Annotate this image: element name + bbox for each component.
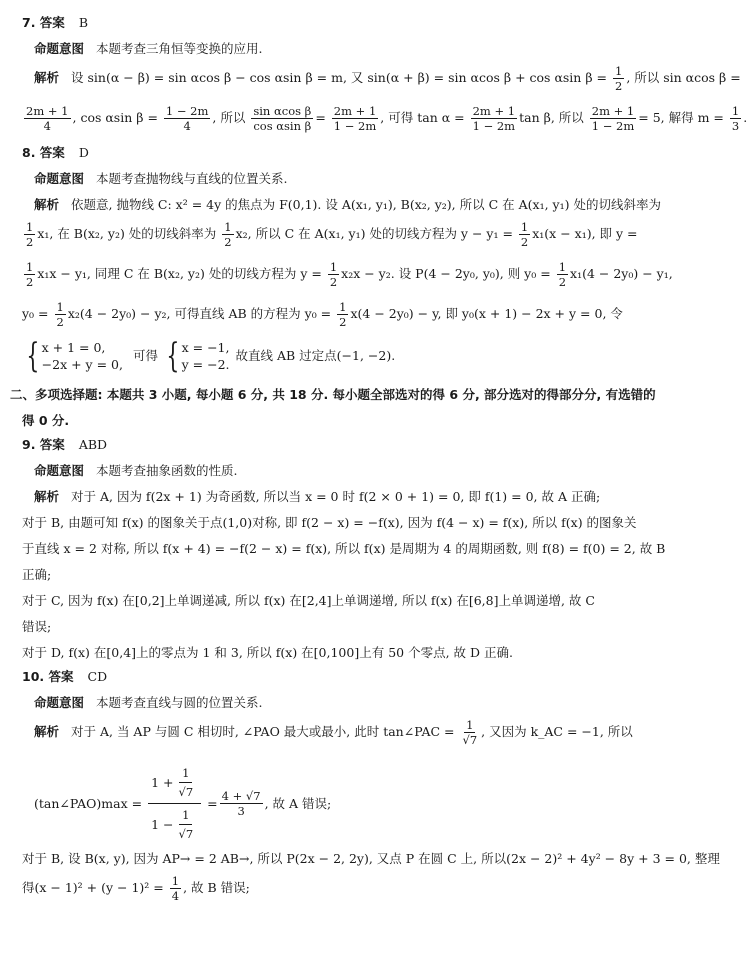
section-heading-text: 二、多项选择题: 本题共 3 小题, 每小题 6 分, 共 18 分. 每小题全部选对的得 6 分, 部分选对的得部分分, 有选错的 xyxy=(10,387,656,402)
fraction xyxy=(471,104,518,133)
q10-intent-text: 本题考查直线与圆的位置关系. xyxy=(96,695,263,710)
q8-text: 依题意, 抛物线 C: x² = 4y 的焦点为 F(0,1). 设 A(x₁, y₁), B(x₂, y₂), 所以 C 在 A(x₁, y₁) 处的切线斜率为 xyxy=(71,197,661,212)
fraction xyxy=(332,104,379,133)
q8-text: x₁(x − x₁), 即 y = xyxy=(532,226,638,241)
q7-analysis-line2 xyxy=(22,98,747,138)
q8-analysis-line1 xyxy=(22,196,678,214)
fraction xyxy=(176,806,197,843)
q9-analysis-line6 xyxy=(22,618,678,636)
fraction xyxy=(164,104,211,133)
section-heading-cont xyxy=(22,412,678,430)
formula-equals: = xyxy=(207,795,218,811)
fraction xyxy=(176,764,197,801)
numerator: 4 + √7 xyxy=(221,788,261,803)
q8-answer-line xyxy=(22,144,678,162)
q9-text: 于直线 x = 2 对称, 所以 f(x + 4) = −f(2 − x) = f(x), 所以 f(x) 是周期为 4 的周期函数, 则 f(8) = f(0) = 2, 故 B xyxy=(22,541,666,556)
q10-text: 对于 A, 当 AP 与圆 C 相切时, ∠PAO 最大或最小, 此时 tan∠PAC = xyxy=(71,724,455,739)
q8-text: x₂, 所以 C 在 A(x₁, y₁) 处的切线方程为 y − y₁ = xyxy=(235,226,513,241)
system-row: x = −1, xyxy=(181,340,230,355)
q8-analysis-line3 xyxy=(22,254,678,294)
denominator: 2 xyxy=(224,235,232,249)
denominator-text: 1 − xyxy=(151,816,174,832)
q9-text: 错误; xyxy=(22,619,52,634)
q8-analysis-line2 xyxy=(22,214,678,254)
fraction xyxy=(220,789,263,818)
q10-tan-formula xyxy=(22,764,678,842)
denominator: 3 xyxy=(237,803,245,818)
q7-text: = 5, 解得 m = xyxy=(638,110,724,125)
q7-text: , cos αsin β = xyxy=(72,110,158,125)
compound-numerator xyxy=(148,762,201,804)
q7-intent-tag: 命题意图 xyxy=(34,41,85,56)
denominator: 4 xyxy=(183,119,191,133)
denominator: cos αsin β xyxy=(253,119,312,133)
q9-analysis-tag: 解析 xyxy=(34,489,60,504)
q10-analysis-line1 xyxy=(22,712,678,752)
fraction xyxy=(613,64,624,93)
q9-answer: ABD xyxy=(78,437,108,452)
q8-text: x₂(4 − 2y₀) − y₂, 可得直线 AB 的方程为 y₀ = xyxy=(67,306,332,321)
q8-text: x₂x − y₂. 设 P(4 − 2y₀, y₀), 则 y₀ = xyxy=(341,266,551,281)
compound-fraction xyxy=(148,762,201,845)
q9-text: 对于 A, 因为 f(2x + 1) 为奇函数, 所以当 x = 0 时 f(2 × 0 + 1) = 0, 即 f(1) = 0, 故 A 正确; xyxy=(71,489,601,504)
fraction xyxy=(222,220,233,249)
denominator: 1 − 2m xyxy=(591,119,635,133)
q8-text: x₁, 在 B(x₂, y₂) 处的切线斜率为 xyxy=(37,226,217,241)
q10-text: 得(x − 1)² + (y − 1)² = xyxy=(22,880,164,895)
numerator: 1 xyxy=(339,300,347,314)
q8-text: x(4 − 2y₀) − y, 即 y₀(x + 1) − 2x + y = 0, 令 xyxy=(350,306,623,321)
q9-answer-line xyxy=(22,436,678,454)
q9-analysis-line7 xyxy=(22,644,678,662)
numerator: 2m + 1 xyxy=(472,104,516,118)
equation-system xyxy=(162,336,230,376)
numerator: 2m + 1 xyxy=(26,104,69,118)
equation-system xyxy=(22,336,123,376)
numerator: 1 xyxy=(558,260,567,274)
q9-intent-tag: 命题意图 xyxy=(34,463,85,478)
q10-analysis-line3 xyxy=(22,868,678,908)
q8-answer: D xyxy=(78,145,89,160)
numerator-text: 1 + xyxy=(151,774,174,790)
denominator: 2 xyxy=(520,235,529,249)
q10-text: , 又因为 k_AC = −1, 所以 xyxy=(481,724,633,739)
numerator: 1 xyxy=(171,874,180,888)
q8-text: x₁x − y₁, 同理 C 在 B(x₂, y₂) 处的切线方程为 y = xyxy=(37,266,322,281)
left-brace-icon: { xyxy=(26,336,40,376)
numerator: 1 xyxy=(26,220,34,234)
q10-analysis-tag: 解析 xyxy=(34,724,60,739)
fraction xyxy=(557,260,568,289)
q10-label: 10. 答案 xyxy=(22,669,74,684)
q7-text: . xyxy=(743,110,747,125)
fraction xyxy=(170,874,181,903)
denominator: 1 − 2m xyxy=(472,119,516,133)
q7-intent xyxy=(22,40,678,58)
numerator: 1 − 2m xyxy=(165,104,209,118)
q7-text: , 所以 xyxy=(212,110,246,125)
numerator: 1 xyxy=(56,300,64,314)
denominator: √7 xyxy=(462,733,478,747)
q10-analysis-line2 xyxy=(22,850,720,868)
q7-answer-line xyxy=(22,14,678,32)
numerator: 1 xyxy=(466,718,474,732)
q8-analysis-line4 xyxy=(22,294,678,334)
q9-text: 正确; xyxy=(22,567,52,582)
q7-answer: B xyxy=(78,15,88,30)
numerator: 2m + 1 xyxy=(333,104,377,118)
q9-analysis-line5 xyxy=(22,592,678,610)
fraction xyxy=(730,104,741,133)
numerator: 2m + 1 xyxy=(591,104,635,118)
q10-text: , 故 B 错误; xyxy=(183,880,250,895)
denominator: 2 xyxy=(558,275,567,289)
q10-text: , 故 A 错误; xyxy=(264,796,332,811)
q9-analysis-line2 xyxy=(22,514,678,532)
system-row: y = −2. xyxy=(181,357,230,372)
denominator: 4 xyxy=(43,119,51,133)
denominator: 4 xyxy=(171,889,180,903)
q9-analysis-line1 xyxy=(22,488,678,506)
q7-analysis-tag: 解析 xyxy=(34,70,60,85)
section-heading xyxy=(10,386,678,404)
q9-intent-text: 本题考查抽象函数的性质. xyxy=(96,463,238,478)
numerator: 1 xyxy=(329,260,338,274)
denominator: 2 xyxy=(329,275,338,289)
fraction xyxy=(328,260,339,289)
q8-intent-text: 本题考查抛物线与直线的位置关系. xyxy=(96,171,288,186)
numerator: 1 xyxy=(614,64,623,78)
q8-text: 可得 xyxy=(132,348,158,363)
denominator: 1 − 2m xyxy=(333,119,377,133)
q9-text: 对于 D, f(x) 在[0,4]上的零点为 1 和 3, 所以 f(x) 在[0,100]上有 50 个零点, 故 D 正确. xyxy=(22,645,513,660)
system-row: x + 1 = 0, xyxy=(41,340,106,355)
system-row: −2x + y = 0, xyxy=(41,357,123,372)
denominator: 2 xyxy=(339,315,347,329)
numerator: 1 xyxy=(179,764,192,783)
denominator: √7 xyxy=(178,784,194,799)
fraction xyxy=(24,220,35,249)
compound-denominator xyxy=(148,804,201,845)
q7-text: = xyxy=(315,110,326,125)
q7-analysis-line1 xyxy=(22,58,741,98)
left-brace-icon: { xyxy=(166,336,180,376)
numerator: 1 xyxy=(731,104,740,118)
fraction xyxy=(519,220,530,249)
q8-label: 8. 答案 xyxy=(22,145,65,160)
q9-text: 对于 C, 因为 f(x) 在[0,2]上单调递减, 所以 f(x) 在[2,4]上单调递增, 所以 f(x) 在[6,8]上单调递增, 故 C xyxy=(22,593,595,608)
fraction xyxy=(24,104,71,133)
fraction xyxy=(337,300,348,329)
fraction xyxy=(55,300,66,329)
q7-text: , 可得 tan α = xyxy=(380,110,465,125)
denominator: 2 xyxy=(56,315,64,329)
q10-text: 对于 B, 设 B(x, y), 因为 AP→ = 2 AB→, 所以 P(2x − 2, 2y), 又点 P 在圆 C 上, 所以(2x − 2)² + 4y² − 8y + 3 = 0, 整理 xyxy=(22,851,720,866)
denominator: 2 xyxy=(26,275,34,289)
q10-answer: CD xyxy=(87,669,108,684)
section-heading-text: 得 0 分. xyxy=(22,413,70,428)
q8-system-line xyxy=(22,334,678,378)
fraction xyxy=(590,104,637,133)
q10-answer-line xyxy=(22,668,678,686)
denominator: 3 xyxy=(731,119,740,133)
denominator: 2 xyxy=(614,79,623,93)
q9-intent xyxy=(22,462,678,480)
q9-analysis-line3 xyxy=(22,540,678,558)
numerator: 1 xyxy=(520,220,529,234)
q9-text: 对于 B, 由题可知 f(x) 的图象关于点(1,0)对称, 即 f(2 − x) = −f(x), 因为 f(4 − x) = f(x), 所以 f(x) 的图象关 xyxy=(22,515,637,530)
q7-text: tan β, 所以 xyxy=(519,110,584,125)
q8-text: 故直线 AB 过定点(−1, −2). xyxy=(235,348,396,363)
q8-text: x₁(4 − 2y₀) − y₁, xyxy=(570,266,673,281)
q8-analysis-tag: 解析 xyxy=(34,197,60,212)
fraction xyxy=(461,718,480,747)
denominator: √7 xyxy=(178,826,194,841)
q7-text: 设 sin(α − β) = sin αcos β − cos αsin β = m, 又 sin(α + β) = sin αcos β + cos αsin β = xyxy=(71,70,607,85)
numerator: 1 xyxy=(179,806,192,825)
q8-text: y₀ = xyxy=(22,306,49,321)
fraction xyxy=(24,260,35,289)
fraction xyxy=(251,104,313,133)
numerator: sin αcos β xyxy=(253,104,312,118)
q10-intent-tag: 命题意图 xyxy=(34,695,85,710)
q10-intent xyxy=(22,694,678,712)
numerator: 1 xyxy=(224,220,232,234)
q7-label: 7. 答案 xyxy=(22,15,65,30)
q9-label: 9. 答案 xyxy=(22,437,65,452)
denominator: 2 xyxy=(26,235,34,249)
q8-intent-tag: 命题意图 xyxy=(34,171,85,186)
numerator: 1 xyxy=(26,260,34,274)
q8-intent xyxy=(22,170,678,188)
q9-analysis-line4 xyxy=(22,566,678,584)
formula-lhs: (tan∠PAO)max = xyxy=(34,795,143,811)
q7-text: , 所以 sin αcos β = xyxy=(626,70,741,85)
q7-intent-text: 本题考查三角恒等变换的应用. xyxy=(96,41,263,56)
